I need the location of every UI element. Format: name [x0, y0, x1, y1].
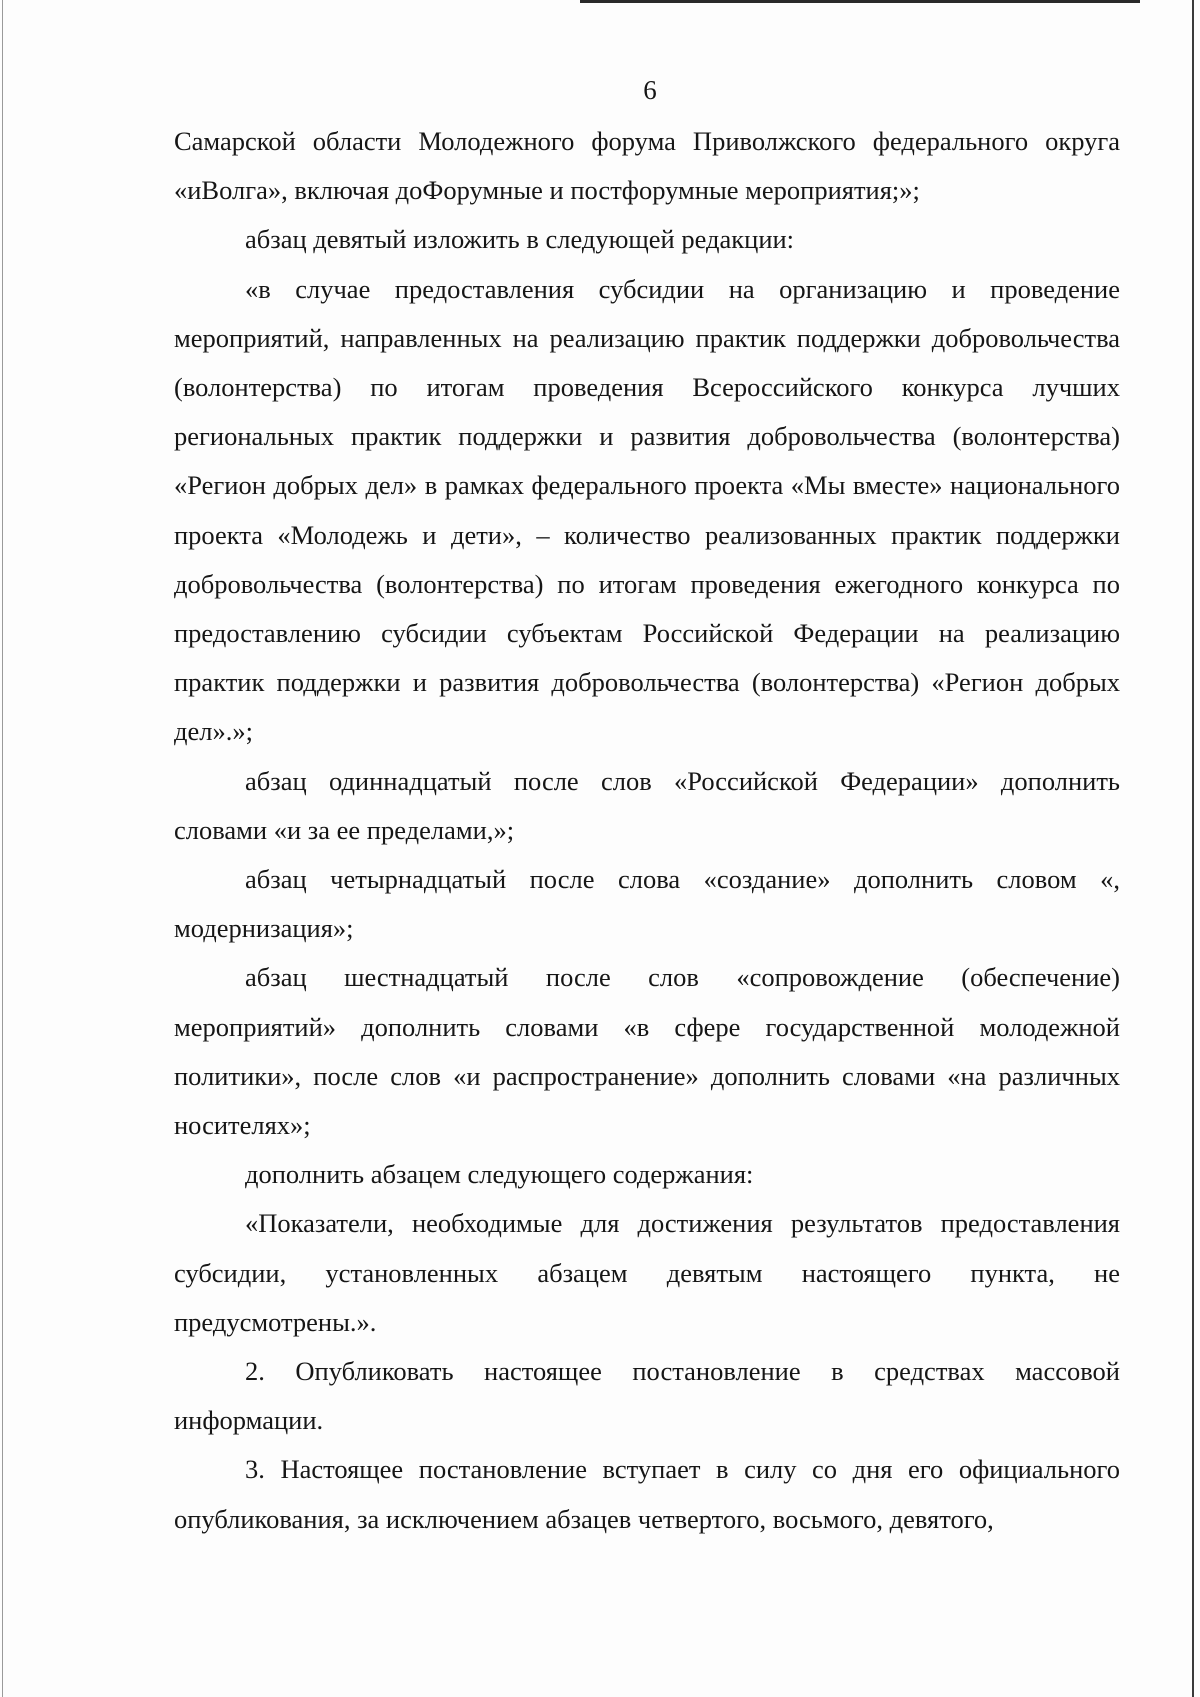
scan-edge-right: [1192, 0, 1194, 1697]
paragraph: абзац шестнадцатый после слов «сопровождение (обеспечение) мероприятий» дополнить словами «в сфере государственной молодежной политики», после слов «и распространение» дополнить словами «на различных носителях»;: [174, 962, 1120, 1141]
paragraph: абзац девятый изложить в следующей редакции:: [245, 224, 795, 255]
paragraph: абзац четырнадцатый после слова «создание» дополнить словом «, модернизация»;: [174, 864, 1120, 944]
paragraph: 2. Опубликовать настоящее постановление в средствах массовой информации.: [174, 1356, 1120, 1436]
paragraph: «Показатели, необходимые для достижения результатов предоставления субсидии, установленных абзацем девятым настоящего пункта, не предусмотрены.».: [174, 1208, 1120, 1337]
body-text: [174, 117, 1120, 1544]
page-number: 6: [643, 75, 657, 105]
paragraph: «в случае предоставления субсидии на организацию и проведение мероприятий, направленных на реализацию практик поддержки добровольчества (волонтерства) по итогам проведения Всероссийского конкурса лучших региональных практик поддержки и развития добровольчества (волонтерства) «Регион добрых дел» в рамках федерального проекта «Мы вместе» национального проекта «Молодежь и дети», – количество реализованных практик поддержки добровольчества (волонтерства) по итогам проведения ежегодного конкурса по предоставлению субсидии субъектам Российской Федерации на реализацию практик поддержки и развития добровольчества (волонтерства) «Регион добрых дел».»;: [174, 273, 1120, 747]
paragraph: дополнить абзацем следующего содержания:: [245, 1159, 754, 1190]
paragraph: абзац одиннадцатый после слов «Российской Федерации» дополнить словами «и за ее пределами,»;: [174, 765, 1120, 845]
scan-edge-top: [580, 0, 1140, 3]
paragraph: Самарской области Молодежного форума Приволжского федерального округа «иВолга», включая доФорумные и постфорумные мероприятия;»;: [174, 126, 1120, 206]
paragraph: 3. Настоящее постановление вступает в силу со дня его официального опубликования, за исключением абзацев четвертого, восьмого, девятого,: [174, 1454, 1120, 1534]
scan-edge-left: [2, 0, 3, 1697]
